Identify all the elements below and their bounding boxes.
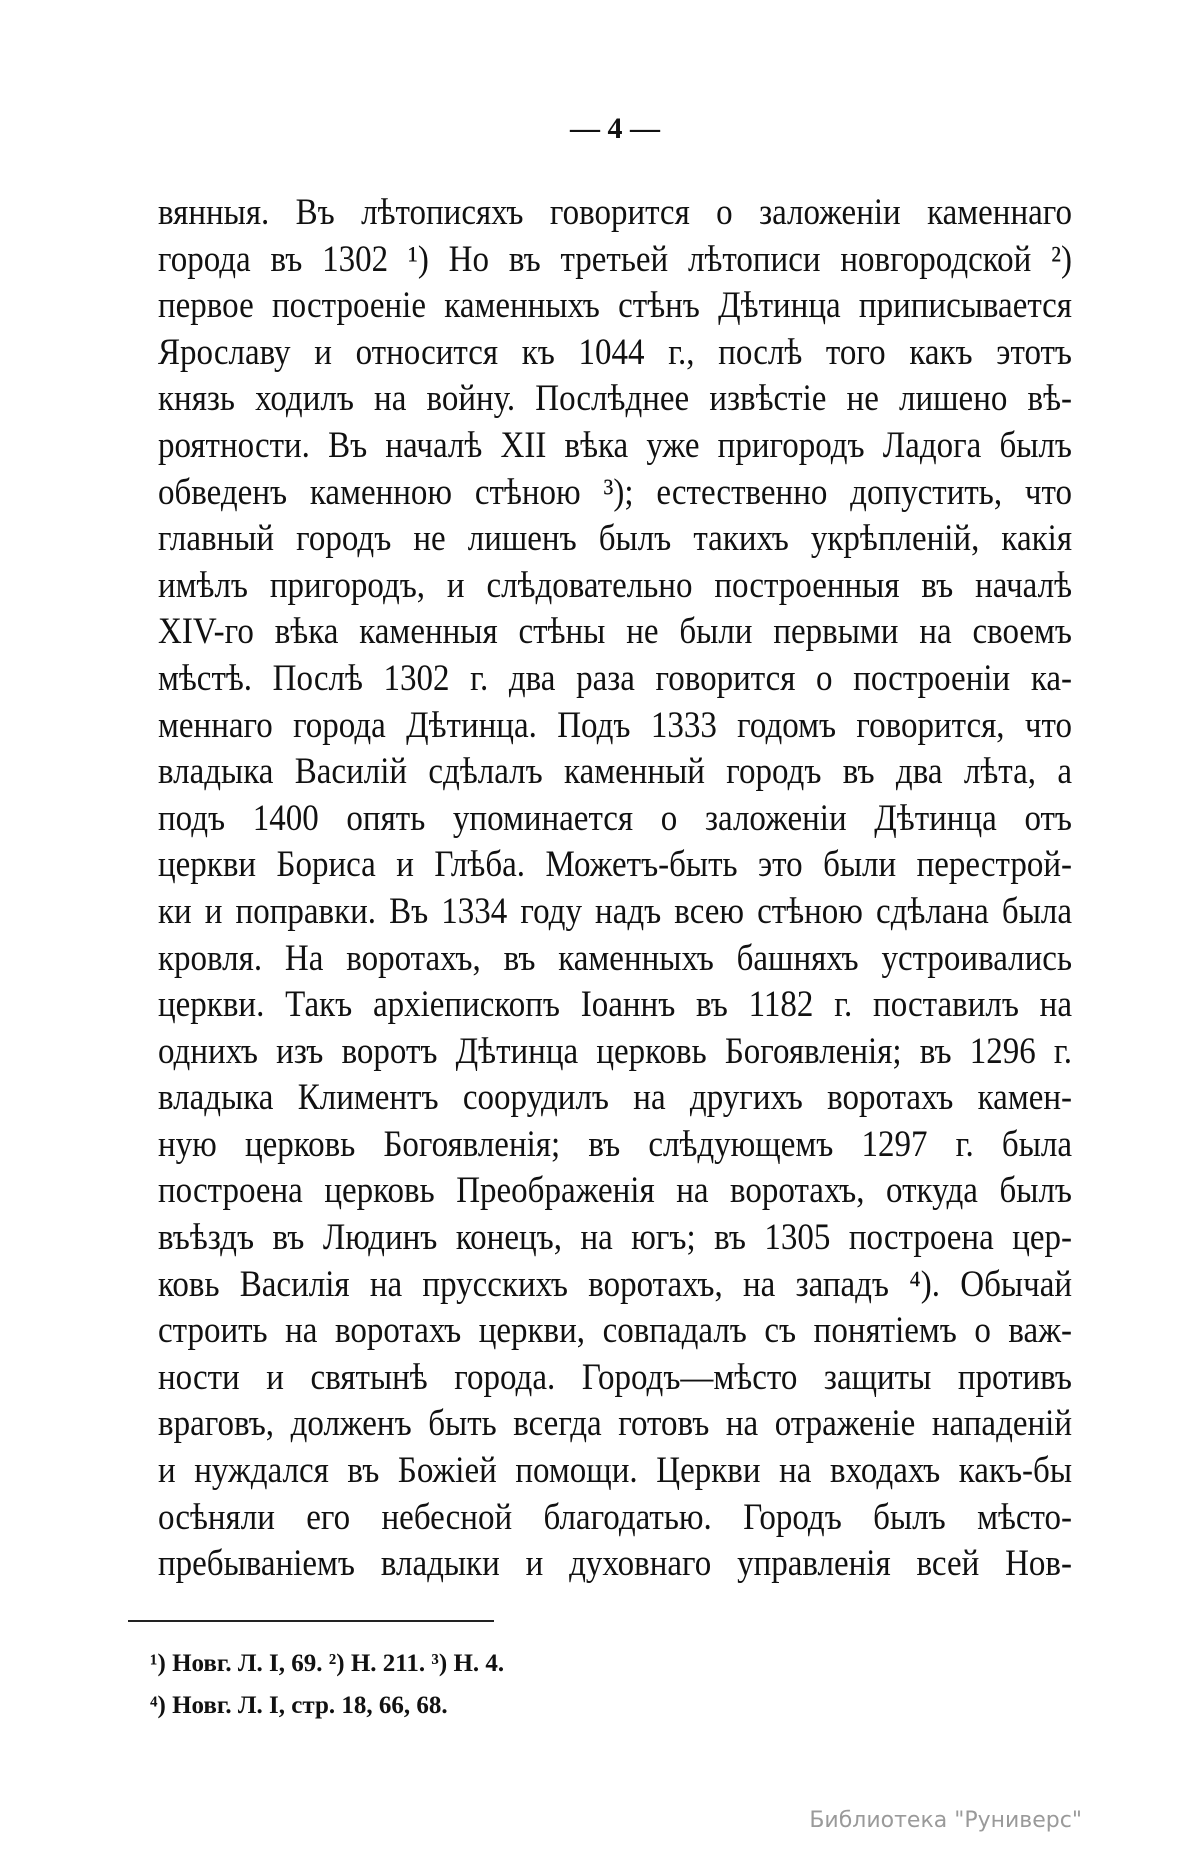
footnote-2: ⁴) Новг. Л. I, стр. 18, 66, 68. xyxy=(150,1692,448,1719)
text-line: первое построенiе каменныхъ стѣнъ Дѣтинца приписывается xyxy=(158,285,1072,327)
text-line: ки и поправки. Въ 1334 году надъ всею стѣною сдѣлана была xyxy=(158,891,1072,933)
text-line: церкви Бориса и Глѣба. Можетъ-быть это были перестрой- xyxy=(158,845,1072,886)
text-line: обведенъ каменною стѣною ³); естественно допустить, что xyxy=(158,472,1072,513)
text-line: ковь Василiя на прусскихъ воротахъ, на западъ ⁴). Обычай xyxy=(158,1264,1072,1305)
text-line: въѣздъ въ Людинъ конецъ, на югъ; въ 1305 построена цер- xyxy=(158,1217,1072,1259)
text-line: пребыванiемъ владыки и духовнаго управленiя всей Нов- xyxy=(158,1544,1072,1585)
text-line: меннаго города Дѣтинца. Подъ 1333 годомъ говорится, что xyxy=(158,705,1072,746)
text-line: князь ходилъ на войну. Послѣднее извѣстiе не лишено вѣ- xyxy=(158,379,1072,420)
text-line: владыка Василiй сдѣлалъ каменный городъ въ два лѣта, а xyxy=(158,751,1072,793)
text-line: главный городъ не лишенъ былъ такихъ укрѣпленiй, какiя xyxy=(158,518,1072,560)
text-line: кровля. На воротахъ, въ каменныхъ башняхъ устроивались xyxy=(158,938,1072,979)
text-line: построена церковь Преображенiя на воротахъ, откуда былъ xyxy=(158,1171,1072,1212)
text-line: враговъ, долженъ быть всегда готовъ на отраженiе нападенiй xyxy=(158,1404,1072,1445)
text-line: XIV-го вѣка каменныя стѣны не были первыми на своемъ xyxy=(158,612,1072,653)
text-line: ную церковь Богоявленiя; въ слѣдующемъ 1297 г. была xyxy=(158,1124,1072,1165)
text-line: имѣлъ пригородъ, и слѣдовательно построенныя въ началѣ xyxy=(158,565,1072,606)
text-line: и нуждался въ Божiей помощи. Церкви на входахъ какъ-бы xyxy=(158,1450,1072,1492)
footnote-divider xyxy=(128,1620,494,1622)
text-line: Ярославу и относится къ 1044 г., послѣ того какъ этотъ xyxy=(158,332,1072,373)
text-line: строить на воротахъ церкви, совпадалъ съ понятiемъ о важ- xyxy=(158,1311,1072,1352)
text-line: роятности. Въ началѣ XII вѣка уже пригородъ Ладога былъ xyxy=(158,425,1072,467)
text-line: города въ 1302 ¹) Но въ третьей лѣтописи новгородской ²) xyxy=(158,239,1072,280)
text-line: подъ 1400 опять упоминается о заложенiи Дѣтинца отъ xyxy=(158,798,1072,839)
footnote-1: ¹) Новг. Л. I, 69. ²) Н. 211. ³) Н. 4. xyxy=(150,1650,505,1677)
text-line: осѣняли его небесной благодатью. Городъ былъ мѣсто- xyxy=(158,1497,1072,1538)
library-watermark: Библиотека "Руниверс" xyxy=(809,1808,1082,1833)
text-line: вянныя. Въ лѣтописяхъ говорится о заложенiи каменнаго xyxy=(158,192,1072,234)
body-text xyxy=(158,190,1072,1588)
text-line: мѣстѣ. Послѣ 1302 г. два раза говорится о построенiи ка- xyxy=(158,658,1072,700)
text-line: владыка Климентъ соорудилъ на другихъ воротахъ камен- xyxy=(158,1078,1072,1119)
text-line: церкви. Такъ архiепископъ Iоаннъ въ 1182 г. поставилъ на xyxy=(158,984,1072,1026)
text-line: однихъ изъ воротъ Дѣтинца церковь Богоявленiя; въ 1296 г. xyxy=(158,1031,1072,1072)
page-number: — 4 — xyxy=(570,112,660,145)
text-line: ности и святынѣ города. Городъ—мѣсто защиты противъ xyxy=(158,1357,1072,1398)
